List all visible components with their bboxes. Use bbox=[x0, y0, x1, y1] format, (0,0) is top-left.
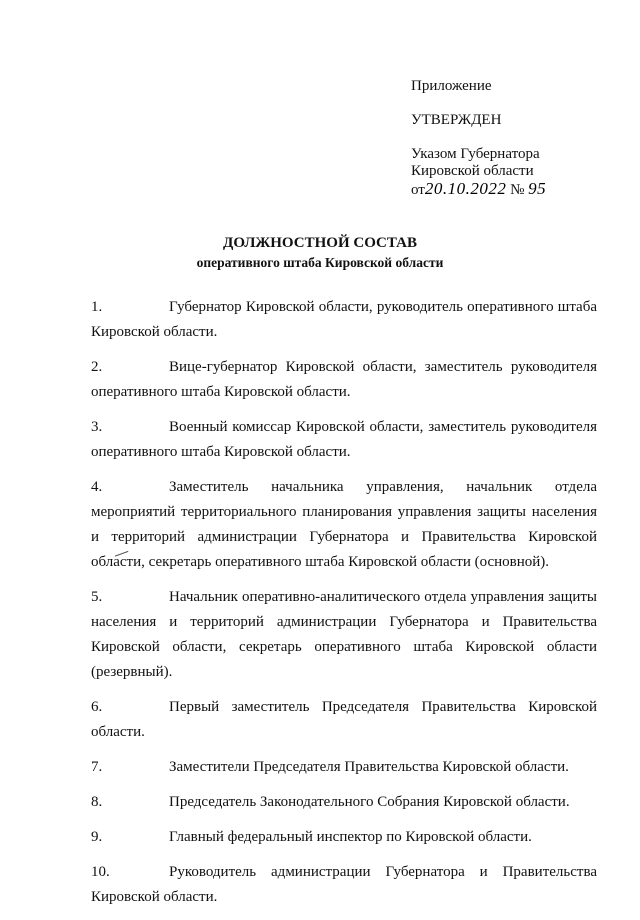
item-number: 2. bbox=[91, 359, 103, 375]
list-item bbox=[91, 695, 597, 745]
item-text: Вице-губернатор Кировской области, заместитель руководителя оперативного штаба Кировской области. bbox=[91, 359, 597, 400]
composition-list bbox=[91, 295, 597, 920]
date-prefix: от bbox=[411, 182, 425, 198]
list-item bbox=[91, 415, 597, 465]
decree-line-2: Кировской области bbox=[411, 163, 534, 179]
document-subtitle: оперативного штаба Кировской области bbox=[196, 255, 444, 270]
list-item bbox=[91, 585, 597, 685]
appendix-label: Приложение bbox=[411, 78, 492, 94]
item-number: 1. bbox=[91, 299, 103, 315]
document-title: ДОЛЖНОСТНОЙ СОСТАВ bbox=[223, 235, 417, 251]
handwritten-date: 20.10.2022 bbox=[424, 179, 507, 198]
item-number: 10. bbox=[91, 864, 110, 880]
decree-line-1: Указом Губернатора bbox=[411, 146, 540, 162]
number-prefix: № bbox=[510, 182, 525, 198]
item-number: 7. bbox=[91, 759, 103, 775]
item-text: Первый заместитель Председателя Правительства Кировской области. bbox=[91, 699, 597, 740]
item-number: 4. bbox=[91, 479, 103, 495]
list-item bbox=[91, 790, 597, 815]
list-item bbox=[91, 755, 597, 780]
item-text: Главный федеральный инспектор по Кировской области. bbox=[169, 829, 532, 845]
list-item bbox=[91, 825, 597, 850]
item-number: 8. bbox=[91, 794, 103, 810]
handwritten-number: 95 bbox=[528, 179, 547, 198]
item-text: Губернатор Кировской области, руководитель оперативного штаба Кировской области. bbox=[91, 299, 597, 340]
list-item bbox=[91, 860, 597, 910]
item-number: 6. bbox=[91, 699, 103, 715]
list-item bbox=[91, 295, 597, 345]
approval-block bbox=[411, 78, 546, 199]
item-number: 5. bbox=[91, 589, 103, 605]
list-item bbox=[91, 475, 597, 575]
item-text: Начальник оперативно-аналитического отдела управления защиты населения и территорий администрации Губернатора и Правительства Кировской области, секретарь оперативного штаба Кировской области (резервный). bbox=[91, 589, 597, 680]
list-item bbox=[91, 355, 597, 405]
item-text: Военный комиссар Кировской области, заместитель руководителя оперативного штаба Кировской области. bbox=[91, 419, 597, 460]
item-number: 3. bbox=[91, 419, 103, 435]
approved-label: УТВЕРЖДЕН bbox=[411, 112, 502, 128]
item-text: Заместитель начальника управления, начальник отдела мероприятий территориального планирования управления защиты населения и территорий администрации Губернатора и Правительства Кировской области, секретарь оперативного штаба Кировской области (основной). bbox=[91, 479, 597, 570]
item-text: Заместители Председателя Правительства Кировской области. bbox=[169, 759, 569, 775]
item-number: 9. bbox=[91, 829, 103, 845]
item-text: Председатель Законодательного Собрания Кировской области. bbox=[169, 794, 570, 810]
item-text: Руководитель администрации Губернатора и Правительства Кировской области. bbox=[91, 864, 597, 905]
decree-date-line bbox=[411, 180, 546, 199]
